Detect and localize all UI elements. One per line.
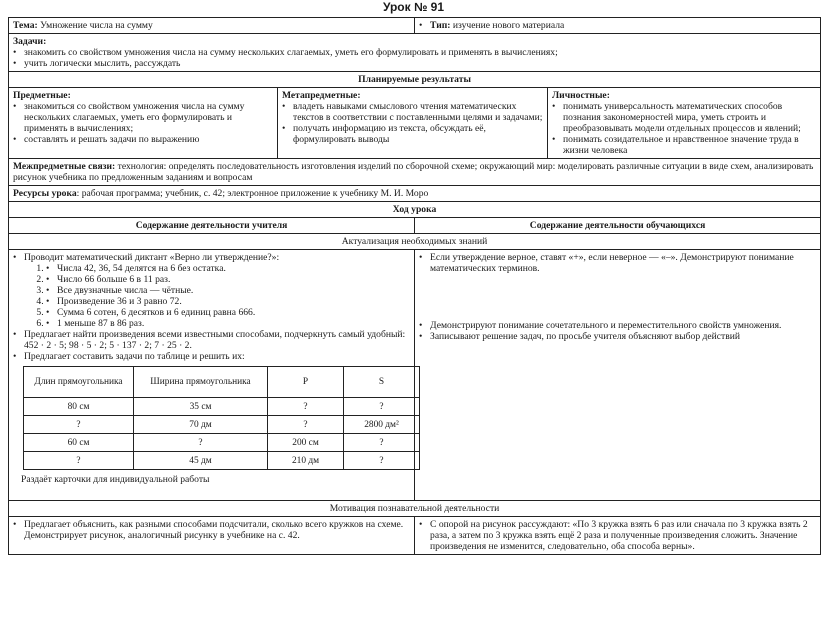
- lesson-plan-table: [8, 17, 821, 555]
- product-task: • Предлагает найти произведения всеми известными способами, подчеркнуть самый удобный: 452 · 2 · 5; 98 · 5 · 2; 5 · 137 · 2; 7 · 25 · 2.: [13, 329, 410, 351]
- interdisciplinary-row: [9, 159, 821, 186]
- topic-value: Умножение числа на сумму: [40, 20, 153, 31]
- table-cell: ?: [268, 398, 344, 416]
- resources-label: Ресурсы урока: [13, 188, 77, 199]
- table-row: [24, 416, 420, 434]
- stage1-title-row: [9, 234, 821, 250]
- table-cell: ?: [344, 398, 420, 416]
- resources-row: [9, 186, 821, 202]
- stage2-student-activity: • С опорой на рисунок рассуждают: «По 3 кружка взять 6 раз или сначала по 3 кружка взять 2 раза, а затем по 3 кружка взять ещё 2 раза и полученные произведения сложить. Значение произведения не изменится, следовательно, оба способа верны».: [419, 519, 816, 552]
- table-cell: 210 дм: [268, 452, 344, 470]
- stage1-teacher-cell: [9, 250, 415, 501]
- results-row: [9, 88, 821, 159]
- results-header: Планируемые результаты: [9, 72, 821, 88]
- table-cell: ?: [24, 452, 134, 470]
- rectangle-table-header: Ширина прямоугольника: [134, 367, 268, 398]
- table-row: [24, 434, 420, 452]
- tasks-label: Задачи:: [13, 36, 47, 47]
- dictation-statement: • 1. Числа 42, 36, 54 делятся на 6 без остатка.: [46, 263, 410, 274]
- table-cell: 45 дм: [134, 452, 268, 470]
- stage2-row: [9, 517, 821, 555]
- dictation-list: [24, 263, 410, 329]
- personal-result-item: • понимать универсальность математических способов познания закономерностей мира, уметь строить и преобразовывать модели отдельных процессов и явлений;: [552, 101, 816, 134]
- table-cell: 60 см: [24, 434, 134, 452]
- table-cell: 70 дм: [134, 416, 268, 434]
- table-cell: 2800 дм²: [344, 416, 420, 434]
- topic-label: Тема:: [13, 20, 38, 31]
- task-item: • учить логически мыслить, рассуждать: [13, 58, 816, 69]
- table-task: • Предлагает составить задачи по таблице и решить их:: [13, 351, 410, 362]
- type-value: изучение нового материала: [452, 20, 565, 31]
- meta-result-item: • владеть навыками смыслового чтения математических текстов в соответствии с поставленными целями и задачами;: [282, 101, 543, 123]
- student-activity: • Если утверждение верное, ставят «+», если неверное — «–». Демонстрируют понимание математических терминов.: [419, 252, 816, 274]
- table-cell: ?: [268, 416, 344, 434]
- topic-cell: [9, 18, 415, 34]
- stage2-title-row: [9, 501, 821, 517]
- teacher-column-header: Содержание деятельности учителя: [9, 218, 415, 234]
- type-label: Тип:: [430, 20, 451, 31]
- dictation-item: [13, 252, 410, 329]
- personal-results-cell: [548, 88, 821, 159]
- course-header-row: [9, 202, 821, 218]
- rectangle-table: [23, 366, 420, 470]
- subject-results-label: Предметные:: [13, 90, 71, 101]
- table-row: [24, 452, 420, 470]
- table-cell: ?: [24, 416, 134, 434]
- interdisciplinary-value: технология: определять последовательность изготовления изделий по сборочной схеме; окружающий мир: моделировать различные ситуации в виде схем, анализировать рисунок учебника по предложенным заданиям и вопросам: [13, 161, 814, 183]
- table-cell: ?: [344, 452, 420, 470]
- rectangle-table-header: S: [344, 367, 420, 398]
- interdisciplinary-cell: [9, 159, 821, 186]
- stage2-students-cell: [415, 517, 821, 555]
- stage1-title: Актуализация необходимых знаний: [9, 234, 821, 250]
- personal-result-item: • понимать созидательное и нравственное значение труда в жизни человека: [552, 134, 816, 156]
- meta-results-label: Метапредметные:: [282, 90, 361, 101]
- table-cell: ?: [134, 434, 268, 452]
- dictation-statement: • 4. Произведение 36 и 3 равно 72.: [46, 296, 410, 307]
- students-column-header: Содержание деятельности обучающихся: [415, 218, 821, 234]
- subject-result-item: • знакомиться со свойством умножения числа на сумму нескольких слагаемых, уметь его формулировать и применять в вычислениях;: [13, 101, 273, 134]
- dictation-statement: • 5. Сумма 6 сотен, 6 десятков и 6 единиц равна 666.: [46, 307, 410, 318]
- stage2-teacher-cell: [9, 517, 415, 555]
- results-header-row: [9, 72, 821, 88]
- personal-results-label: Личностные:: [552, 90, 610, 101]
- tasks-cell: [9, 34, 821, 72]
- topic-row: [9, 18, 821, 34]
- dictation-statement: • 6. 1 меньше 87 в 86 раз.: [46, 318, 410, 329]
- course-header: Ход урока: [9, 202, 821, 218]
- table-cell: 35 см: [134, 398, 268, 416]
- subject-results-cell: [9, 88, 278, 159]
- columns-header-row: [9, 218, 821, 234]
- cards-note: Раздаёт карточки для индивидуальной работы: [21, 474, 210, 485]
- stage2-teacher-activity: • Предлагает объяснить, как разными способами подсчитали, сколько всего кружков на схеме. Демонстрирует рисунок, аналогичный рисунку в учебнике на с. 42.: [13, 519, 410, 541]
- table-cell: 200 см: [268, 434, 344, 452]
- stage1-students-cell: [415, 250, 821, 501]
- student-activity: • Демонстрируют понимание сочетательного и переместительного свойств умножения.: [419, 320, 816, 331]
- dictation-statement: • 2. Число 66 больше 6 в 11 раз.: [46, 274, 410, 285]
- resources-value: : рабочая программа; учебник, с. 42; электронное приложение к учебнику М. И. Моро: [76, 188, 429, 199]
- interdisciplinary-label: Межпредметные связи:: [13, 161, 116, 172]
- type-cell: [415, 18, 821, 34]
- task-item: • знакомить со свойством умножения числа на сумму нескольких слагаемых, уметь его формулировать и применять в вычислениях;: [13, 47, 816, 58]
- tasks-row: [9, 34, 821, 72]
- rectangle-table-header: Длин прямоугольника: [24, 367, 134, 398]
- lesson-title: Урок № 91: [382, 0, 445, 14]
- subject-result-item: • составлять и решать задачи по выражению: [13, 134, 273, 145]
- table-cell: ?: [344, 434, 420, 452]
- meta-results-cell: [278, 88, 548, 159]
- stage2-title: Мотивация познавательной деятельности: [9, 501, 821, 517]
- dictation-statement: • 3. Все двузначные числа — чётные.: [46, 285, 410, 296]
- student-activity: • Записывают решение задач, по просьбе учителя объясняют выбор действий: [419, 331, 816, 342]
- table-row: [24, 398, 420, 416]
- dictation-intro: Проводит математический диктант «Верно ли утверждение?»:: [24, 252, 280, 263]
- resources-cell: [9, 186, 821, 202]
- meta-result-item: • получать информацию из текста, обсуждать её, формулировать выводы: [282, 123, 543, 145]
- table-cell: 80 см: [24, 398, 134, 416]
- stage1-row: [9, 250, 821, 501]
- rectangle-table-header: P: [268, 367, 344, 398]
